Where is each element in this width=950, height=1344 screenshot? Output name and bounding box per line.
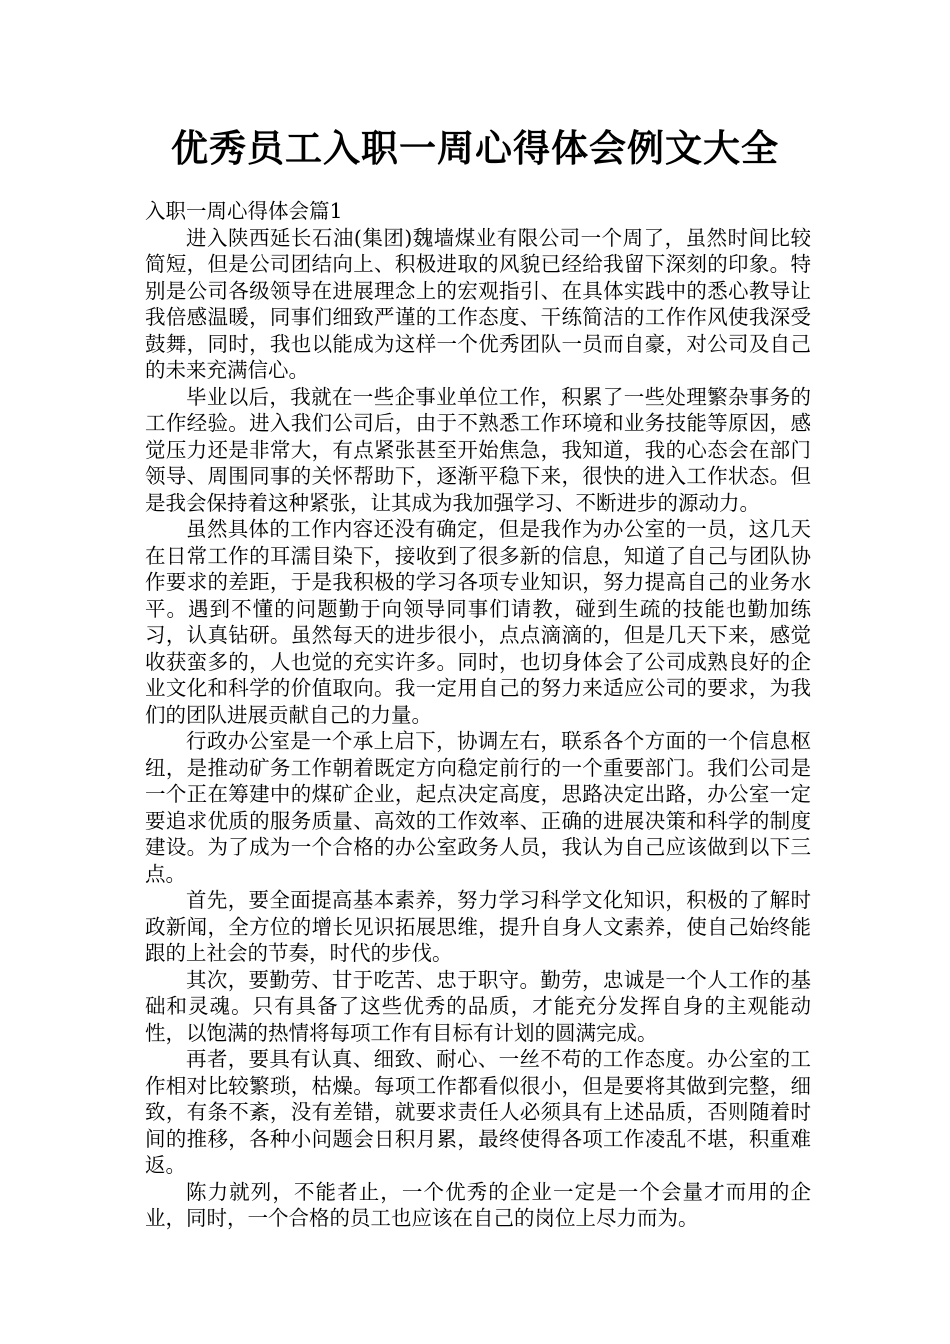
paragraph: 再者，要具有认真、细致、耐心、一丝不苟的工作态度。办公室的工作相对比较繁琐，枯燥。每项工作都看似很小，但是要将其做到完整，细致，有条不紊，没有差错，就要求责任人必须具有上述品质，否则随着时间的推移，各种小问题会日积月累，最终使得各项工作凌乱不堪，积重难返。 xyxy=(145,1047,811,1177)
paragraph: 进入陕西延长石油(集团)魏墙煤业有限公司一个周了，虽然时间比较简短，但是公司团结向上、积极进取的风貌已经给我留下深刻的印象。特别是公司各级领导在进展理念上的宏观指引、在具体实践中的悉心教导让我倍感温暖，同事们细致严谨的工作态度、干练简洁的工作作风使我深受鼓舞，同时，我也以能成为这样一个优秀团队一员而自豪，对公司及自己的未来充满信心。 xyxy=(145,225,811,382)
paragraph: 行政办公室是一个承上启下，协调左右，联系各个方面的一个信息枢纽，是推动矿务工作朝着既定方向稳定前行的一个重要部门。我们公司是一个正在筹建中的煤矿企业，起点决定高度，思路决定出路，办公室一定要追求优质的服务质量、高效的工作效率、正确的进展决策和科学的制度建设。为了成为一个合格的办公室政务人员，我认为自己应该做到以下三点。 xyxy=(145,729,811,886)
document-body xyxy=(145,198,811,1232)
paragraph: 虽然具体的工作内容还没有确定，但是我作为办公室的一员，这几天在日常工作的耳濡目染下，接收到了很多新的信息，知道了自己与团队协作要求的差距，于是我积极的学习各项专业知识，努力提高自己的业务水平。遇到不懂的问题勤于向领导同事们请教，碰到生疏的技能也勤加练习，认真钻研。虽然每天的进步很小，点点滴滴的，但是几天下来，感觉收获蛮多的，人也觉的充实许多。同时，也切身体会了公司成熟良好的企业文化和科学的价值取向。我一定用自己的努力来适应公司的要求，为我们的团队进展贡献自己的力量。 xyxy=(145,517,811,727)
paragraph: 毕业以后，我就在一些企事业单位工作，积累了一些处理繁杂事务的工作经验。进入我们公司后，由于不熟悉工作环境和业务技能等原因，感觉压力还是非常大，有点紧张甚至开始焦急，我知道，我的心态会在部门领导、周围同事的关怀帮助下，逐渐平稳下来，很快的进入工作状态。但是我会保持着这种紧张，让其成为我加强学习、不断进步的源动力。 xyxy=(145,384,811,515)
section-heading: 入职一周心得体会篇1 xyxy=(145,199,343,223)
paragraph: 其次，要勤劳、甘于吃苦、忠于职守。勤劳，忠诚是一个人工作的基础和灵魂。只有具备了这些优秀的品质，才能充分发挥自身的主观能动性，以饱满的热情将每项工作有目标有计划的圆满完成。 xyxy=(145,967,811,1045)
paragraph: 陈力就列，不能者止，一个优秀的企业一定是一个会量才而用的企业，同时，一个合格的员工也应该在自己的岗位上尽力而为。 xyxy=(145,1179,811,1230)
document-title: 优秀员工入职一周心得体会例文大全 xyxy=(171,127,779,170)
paragraph: 首先，要全面提高基本素养，努力学习科学文化知识，积极的了解时政新闻，全方位的增长见识拓展思维，提升自身人文素养，使自己始终能跟的上社会的节奏，时代的步伐。 xyxy=(145,888,811,965)
